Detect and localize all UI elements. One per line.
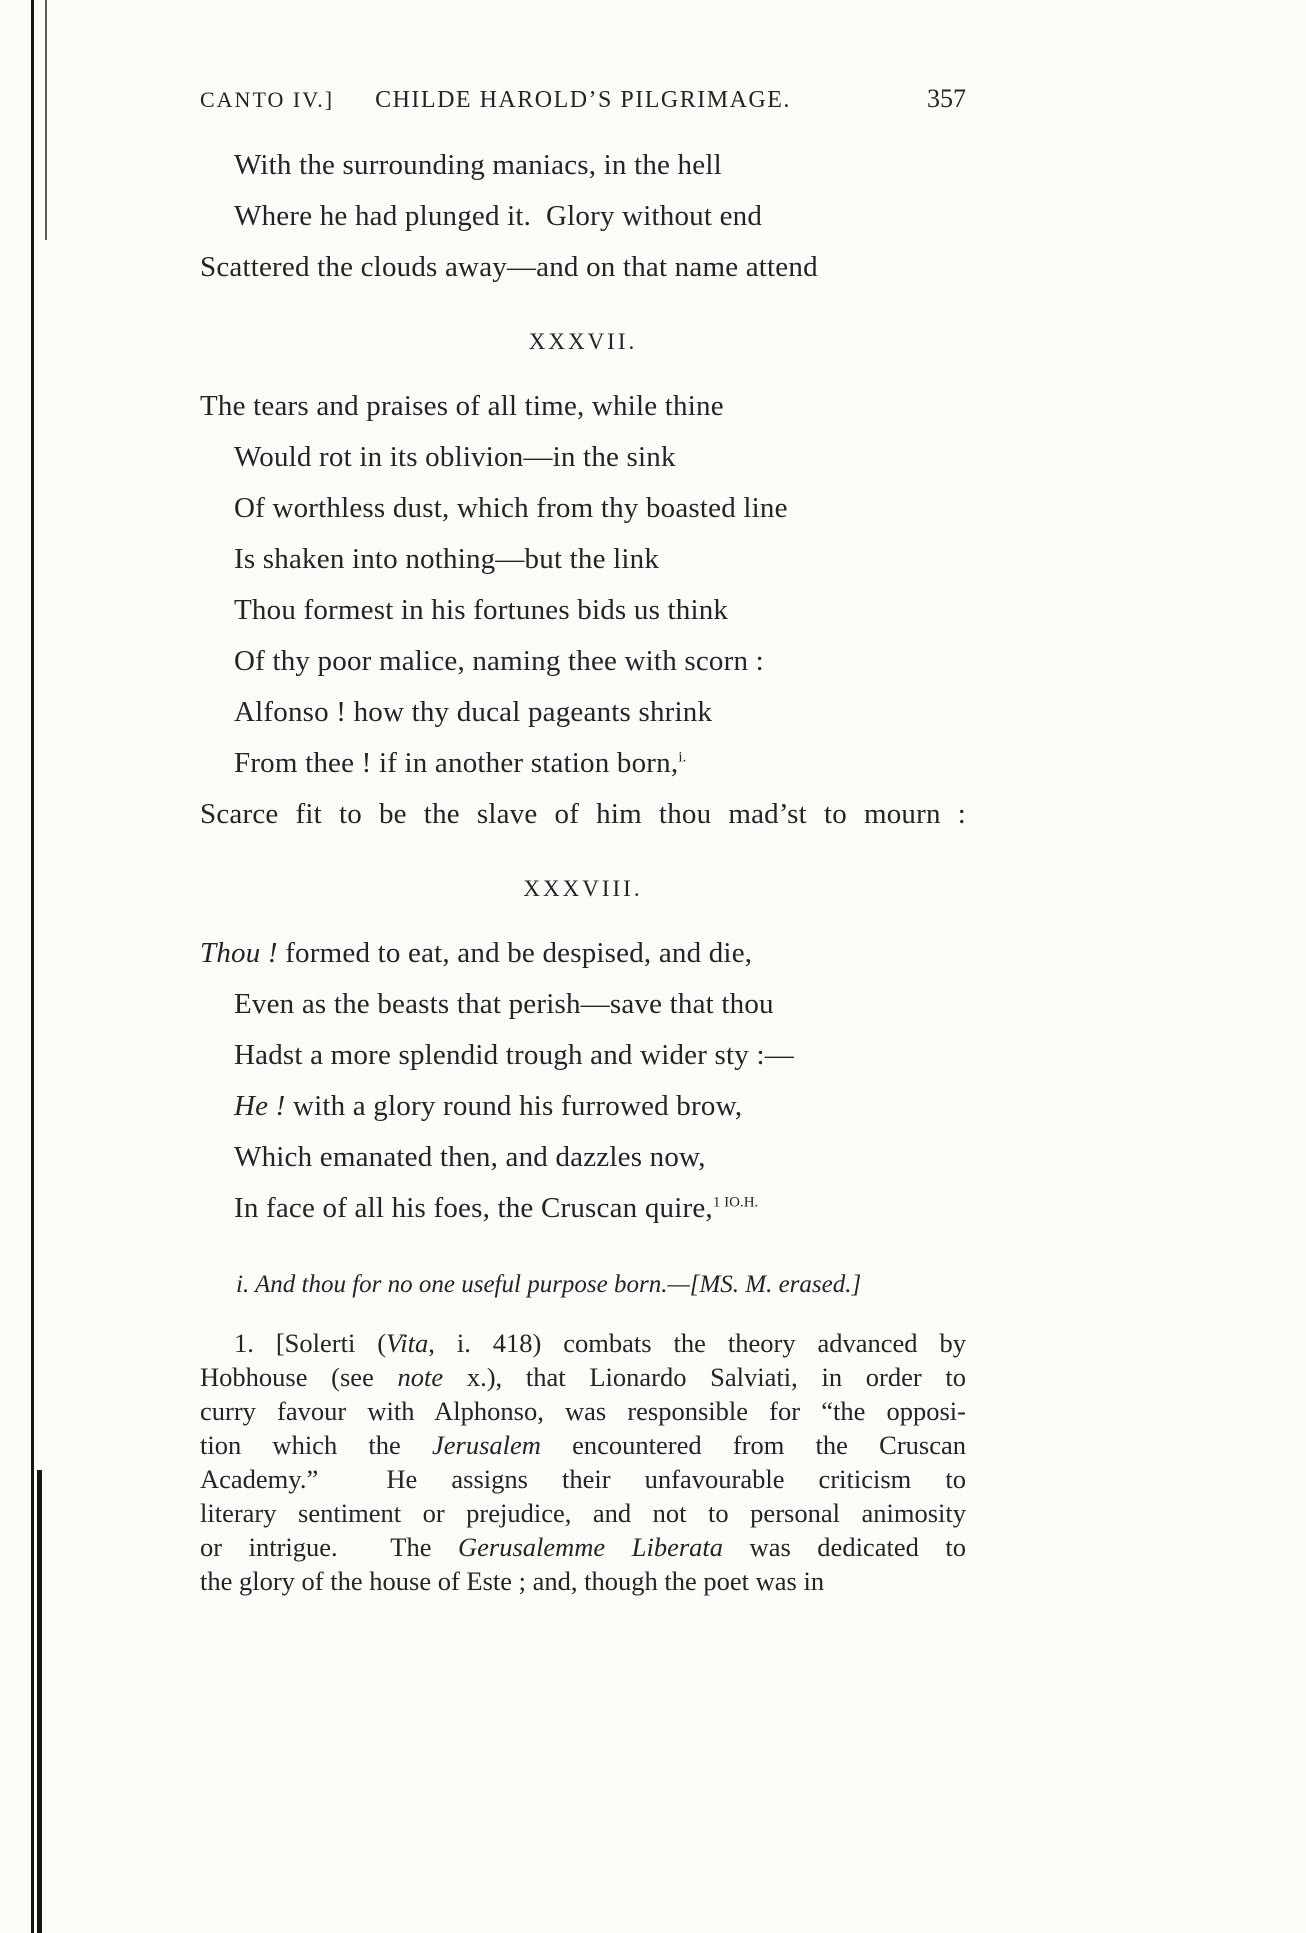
poem-line <box>200 242 966 293</box>
stanza-number: XXXVIII. <box>523 876 643 901</box>
poem-line <box>200 738 966 789</box>
poem-line <box>200 381 966 432</box>
poem-line-text: From thee ! if in another station born, <box>234 747 679 779</box>
poem-line-text: formed to eat, and be despised, and die, <box>277 937 753 969</box>
poem-line-text: with a glory round his furrowed brow, <box>285 1090 743 1122</box>
canto-label: CANTO IV.] <box>200 87 335 112</box>
footnotes-section <box>200 1268 966 1598</box>
binding-line-top <box>45 0 47 240</box>
footnote-text: Hobhouse (see <box>200 1362 398 1392</box>
poem-line-text: Would rot in its oblivion—in the sink <box>234 441 676 473</box>
stanza-xxxvii <box>200 327 966 840</box>
poem-line-text: Which emanated then, and dazzles now, <box>234 1141 706 1173</box>
poem-line <box>200 140 966 191</box>
poem-line-text: With the surrounding maniacs, in the hell <box>234 149 722 181</box>
poem-line-text: Hadst a more splendid trough and wider sty :— <box>234 1039 794 1071</box>
poem-line <box>200 483 966 534</box>
footnote-line <box>200 1564 966 1598</box>
stanza-xxxviii <box>200 874 966 1234</box>
footnote-marker-1: 1 IO.H. <box>712 1194 759 1211</box>
poem-line-text: The tears and praises of all time, while thine <box>200 390 724 422</box>
page-number: 357 <box>927 84 966 113</box>
binding-line <box>31 0 34 1933</box>
poem-line <box>200 1132 966 1183</box>
poem-line <box>200 979 966 1030</box>
poem-line <box>200 432 966 483</box>
poem-line-text: In face of all his foes, the Cruscan quire, <box>234 1192 713 1224</box>
footnote-text: 1. [Solerti ( <box>234 1328 387 1358</box>
poem-line-italic: Thou ! <box>200 937 278 969</box>
footnote-line <box>200 1394 966 1428</box>
footnote-line <box>200 1462 966 1496</box>
footnote-text: or intrigue. The <box>200 1532 458 1562</box>
poem-line-text: Even as the beasts that perish—save that thou <box>234 988 774 1020</box>
poem-line <box>200 1030 966 1081</box>
footnote-marker-i: i. <box>678 749 687 766</box>
poem-line <box>200 789 966 840</box>
footnote-italic: note <box>397 1362 444 1392</box>
footnote-i <box>200 1268 966 1302</box>
footnote-text: encountered from the Cruscan <box>540 1430 966 1460</box>
poem-line <box>200 1183 966 1234</box>
page-header <box>200 84 966 114</box>
poem-line-text: Is shaken into nothing—but the link <box>234 543 660 575</box>
poem-line <box>200 1081 966 1132</box>
footnote-1 <box>200 1326 966 1598</box>
footnote-text: Academy.” He assigns their unfavourable criticism to <box>200 1464 966 1494</box>
poem-line-text: Scattered the clouds away—and on that name attend <box>200 251 818 283</box>
poem-line-text: Scarce fit to be the slave of him thou mad’st to mourn : <box>200 798 966 830</box>
footnote-text: tion which the <box>200 1430 432 1460</box>
poem-line-italic: He ! <box>234 1090 286 1122</box>
stanza-prev <box>200 140 966 293</box>
footnote-italic: Jerusalem <box>432 1430 541 1460</box>
poem-line-text: Where he had plunged it. Glory without end <box>234 200 763 232</box>
poem-line <box>200 636 966 687</box>
footnote-line <box>200 1360 966 1394</box>
running-title: CHILDE HAROLD’S PILGRIMAGE. <box>375 87 791 113</box>
footnote-text: the glory of the house of Este ; and, though the poet was in <box>200 1566 825 1596</box>
page-content <box>200 84 966 1598</box>
footnote-line <box>200 1530 966 1564</box>
footnote-italic: Vita <box>386 1328 429 1358</box>
footnote-text: , i. 418) combats the theory advanced by <box>428 1328 967 1358</box>
footnote-line <box>200 1326 966 1360</box>
poem-line-text: Thou formest in his fortunes bids us think <box>234 594 729 626</box>
poem-line-text: Of thy poor malice, naming thee with scorn : <box>234 645 764 677</box>
poem-line <box>200 534 966 585</box>
binding-line-heavy <box>37 1470 42 1933</box>
poem-line <box>200 928 966 979</box>
poem-line <box>200 585 966 636</box>
footnote-text: x.), that Lionardo Salviati, in order to <box>443 1362 966 1392</box>
poem-line <box>200 687 966 738</box>
footnote-text: was dedicated to <box>723 1532 966 1562</box>
poem-line-text: Of worthless dust, which from thy boasted line <box>234 492 788 524</box>
poem-line-text: Alfonso ! how thy ducal pageants shrink <box>234 696 713 728</box>
stanza-number: XXXVII. <box>528 329 638 354</box>
footnote-italic: Gerusalemme Liberata <box>458 1532 724 1562</box>
footnote-text: curry favour with Alphonso, was responsible for “the opposi- <box>200 1396 966 1426</box>
footnote-line <box>200 1428 966 1462</box>
footnote-i-text: i. And thou for no one useful purpose born.—[MS. M. erased.] <box>236 1271 862 1298</box>
footnote-text: literary sentiment or prejudice, and not to personal animosity <box>200 1498 966 1528</box>
footnote-line <box>200 1496 966 1530</box>
poem-line <box>200 191 966 242</box>
